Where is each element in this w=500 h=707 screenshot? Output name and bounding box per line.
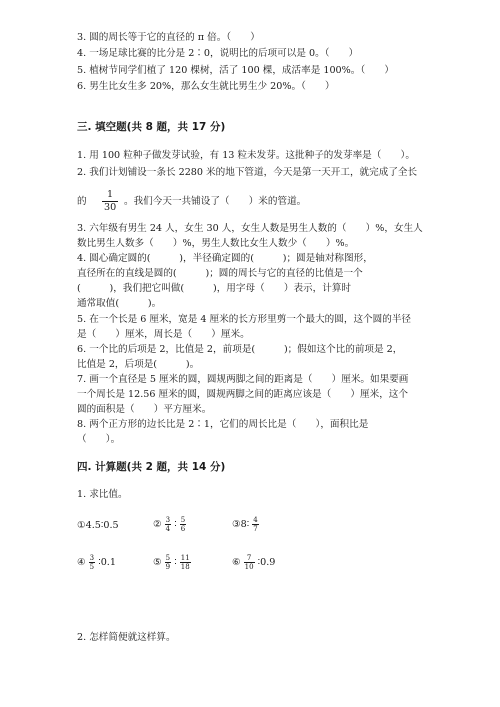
ratio-item-4 <box>77 554 116 571</box>
fraction-denominator: 9 <box>165 563 171 571</box>
fraction-denominator: 4 <box>165 525 171 533</box>
fill-question-6-line-b: 比值是 2，后项是( )。 <box>77 359 200 370</box>
ratio-separator: ∶ <box>174 557 177 568</box>
fraction-denominator: 5 <box>89 563 95 571</box>
fraction-numerator: 3 <box>165 516 171 524</box>
fill-question-2-prefix: 的 <box>77 196 87 207</box>
judge-question-3: 3. 圆的周长等于它的直径的 π 倍。（ ） <box>77 32 260 43</box>
fraction-numerator: 5 <box>165 554 171 562</box>
fill-question-7-line-c: 圆的面积是（ ）平方厘米。 <box>77 404 212 415</box>
fill-question-4-line-d: 通常取值( )。 <box>77 298 162 309</box>
fraction <box>252 516 258 533</box>
section-title-fill-blanks: 三. 填空题(共 8 题，共 17 分) <box>77 121 226 133</box>
fraction <box>165 554 171 571</box>
fraction-numerator: 3 <box>89 554 95 562</box>
ratio-item-2-label: ② <box>153 519 162 530</box>
fraction <box>180 554 191 571</box>
fill-question-2-line-b: 。我们今天一共铺设了（ ）米的管道。 <box>124 196 307 207</box>
judge-question-4: 4. 一场足球比赛的比分是 2∶0，说明比的后项可以是 0。（ ） <box>77 48 359 59</box>
ratio-item-5-label: ⑤ <box>153 557 162 568</box>
fraction-denominator: 10 <box>244 563 254 571</box>
fraction <box>165 516 171 533</box>
fill-question-1: 1. 用 100 粒种子做发芽试验，有 13 粒未发芽。这批种子的发芽率是（ ）。 <box>77 150 415 161</box>
fraction-numerator: 4 <box>253 516 258 524</box>
fraction-numerator: 1 <box>102 189 118 202</box>
ratio-item-3 <box>232 516 259 533</box>
ratio-item-6-label: ⑥ <box>232 557 241 568</box>
fraction-denominator: 7 <box>253 525 258 533</box>
fill-question-7-line-b: 一个周长是 12.56 厘米的圆，圆规两脚之间的距离应该是（ ）厘米，这个 <box>77 389 408 400</box>
ratio-item-2 <box>153 516 186 533</box>
fill-question-3-line-b: 数比男生人数多（ ）%，男生人数比女生人数少（ ）%。 <box>77 238 355 249</box>
fraction-numerator: 5 <box>180 516 186 524</box>
fraction-numerator: 7 <box>244 554 255 563</box>
ratio-item-1: ①4.5∶0.5 <box>77 520 119 531</box>
fill-question-5-line-a: 5. 在一个长是 6 厘米，宽是 4 厘米的长方形里剪一个最大的圆，这个圆的半径 <box>77 314 412 325</box>
fill-question-3-line-a: 3. 六年级有男生 24 人，女生 30 人，女生人数是男生人数的（ ）%，女生人 <box>77 223 423 234</box>
fraction <box>89 554 95 571</box>
fill-question-6-line-a: 6. 一个比的后项是 2，比值是 2，前项是( )；假如这个比的前项是 2， <box>77 344 403 355</box>
ratio-separator: ∶ <box>174 519 177 530</box>
ratio-item-4-label: ④ <box>77 557 86 568</box>
calc-question-2: 2. 怎样简便就这样算。 <box>77 632 176 643</box>
fraction-denominator: 30 <box>104 202 117 213</box>
ratio-item-5 <box>153 554 191 571</box>
fraction-numerator: 11 <box>180 554 190 562</box>
section-title-calculation: 四. 计算题(共 2 题，共 14 分) <box>77 461 226 473</box>
fill-question-4-line-a: 4. 圆心确定圆的( )，半径确定圆的( )；圆是轴对称图形， <box>77 253 373 264</box>
fill-question-7-line-a: 7. 画一个直径是 5 厘米的圆，圆规两脚之间的距离是（ ）厘米。如果要画 <box>77 374 409 385</box>
fill-question-4-line-c: ( )，我们把它叫做( )，用字母（ ）表示，计算时 <box>77 283 352 294</box>
fraction-denominator: 6 <box>180 525 186 533</box>
fill-question-8-line-b: （ ）。 <box>77 434 121 445</box>
fraction-one-thirtieth <box>102 189 118 214</box>
ratio-item-6 <box>232 554 275 571</box>
ratio-item-6-rest: ∶0.9 <box>257 557 276 568</box>
calc-question-1: 1. 求比值。 <box>77 489 128 500</box>
judge-question-6: 6. 男生比女生多 20%，那么女生就比男生少 20%。（ ） <box>77 81 335 92</box>
ratio-item-3-label: ③8∶ <box>232 519 250 530</box>
fill-question-2-line-a: 2. 我们计划铺设一条长 2280 米的地下管道，今天是第一天开工，就完成了全长 <box>77 167 418 178</box>
fraction-denominator: 18 <box>180 563 190 571</box>
fill-question-8-line-a: 8. 两个正方形的边长比是 2∶1，它们的周长比是（ ），面积比是 <box>77 419 369 430</box>
fill-question-5-line-b: 是（ ）厘米，周长是（ ）厘米。 <box>77 329 250 340</box>
ratio-item-4-rest: ∶0.1 <box>98 557 116 568</box>
fraction <box>180 516 186 533</box>
fill-question-4-line-b: 直径所在的直线是圆的( )；圆的周长与它的直径的比值是一个 <box>77 268 363 279</box>
fraction <box>244 554 255 571</box>
judge-question-5: 5. 植树节同学们植了 120 棵树，活了 100 棵，成活率是 100%。（ ） <box>77 65 394 76</box>
